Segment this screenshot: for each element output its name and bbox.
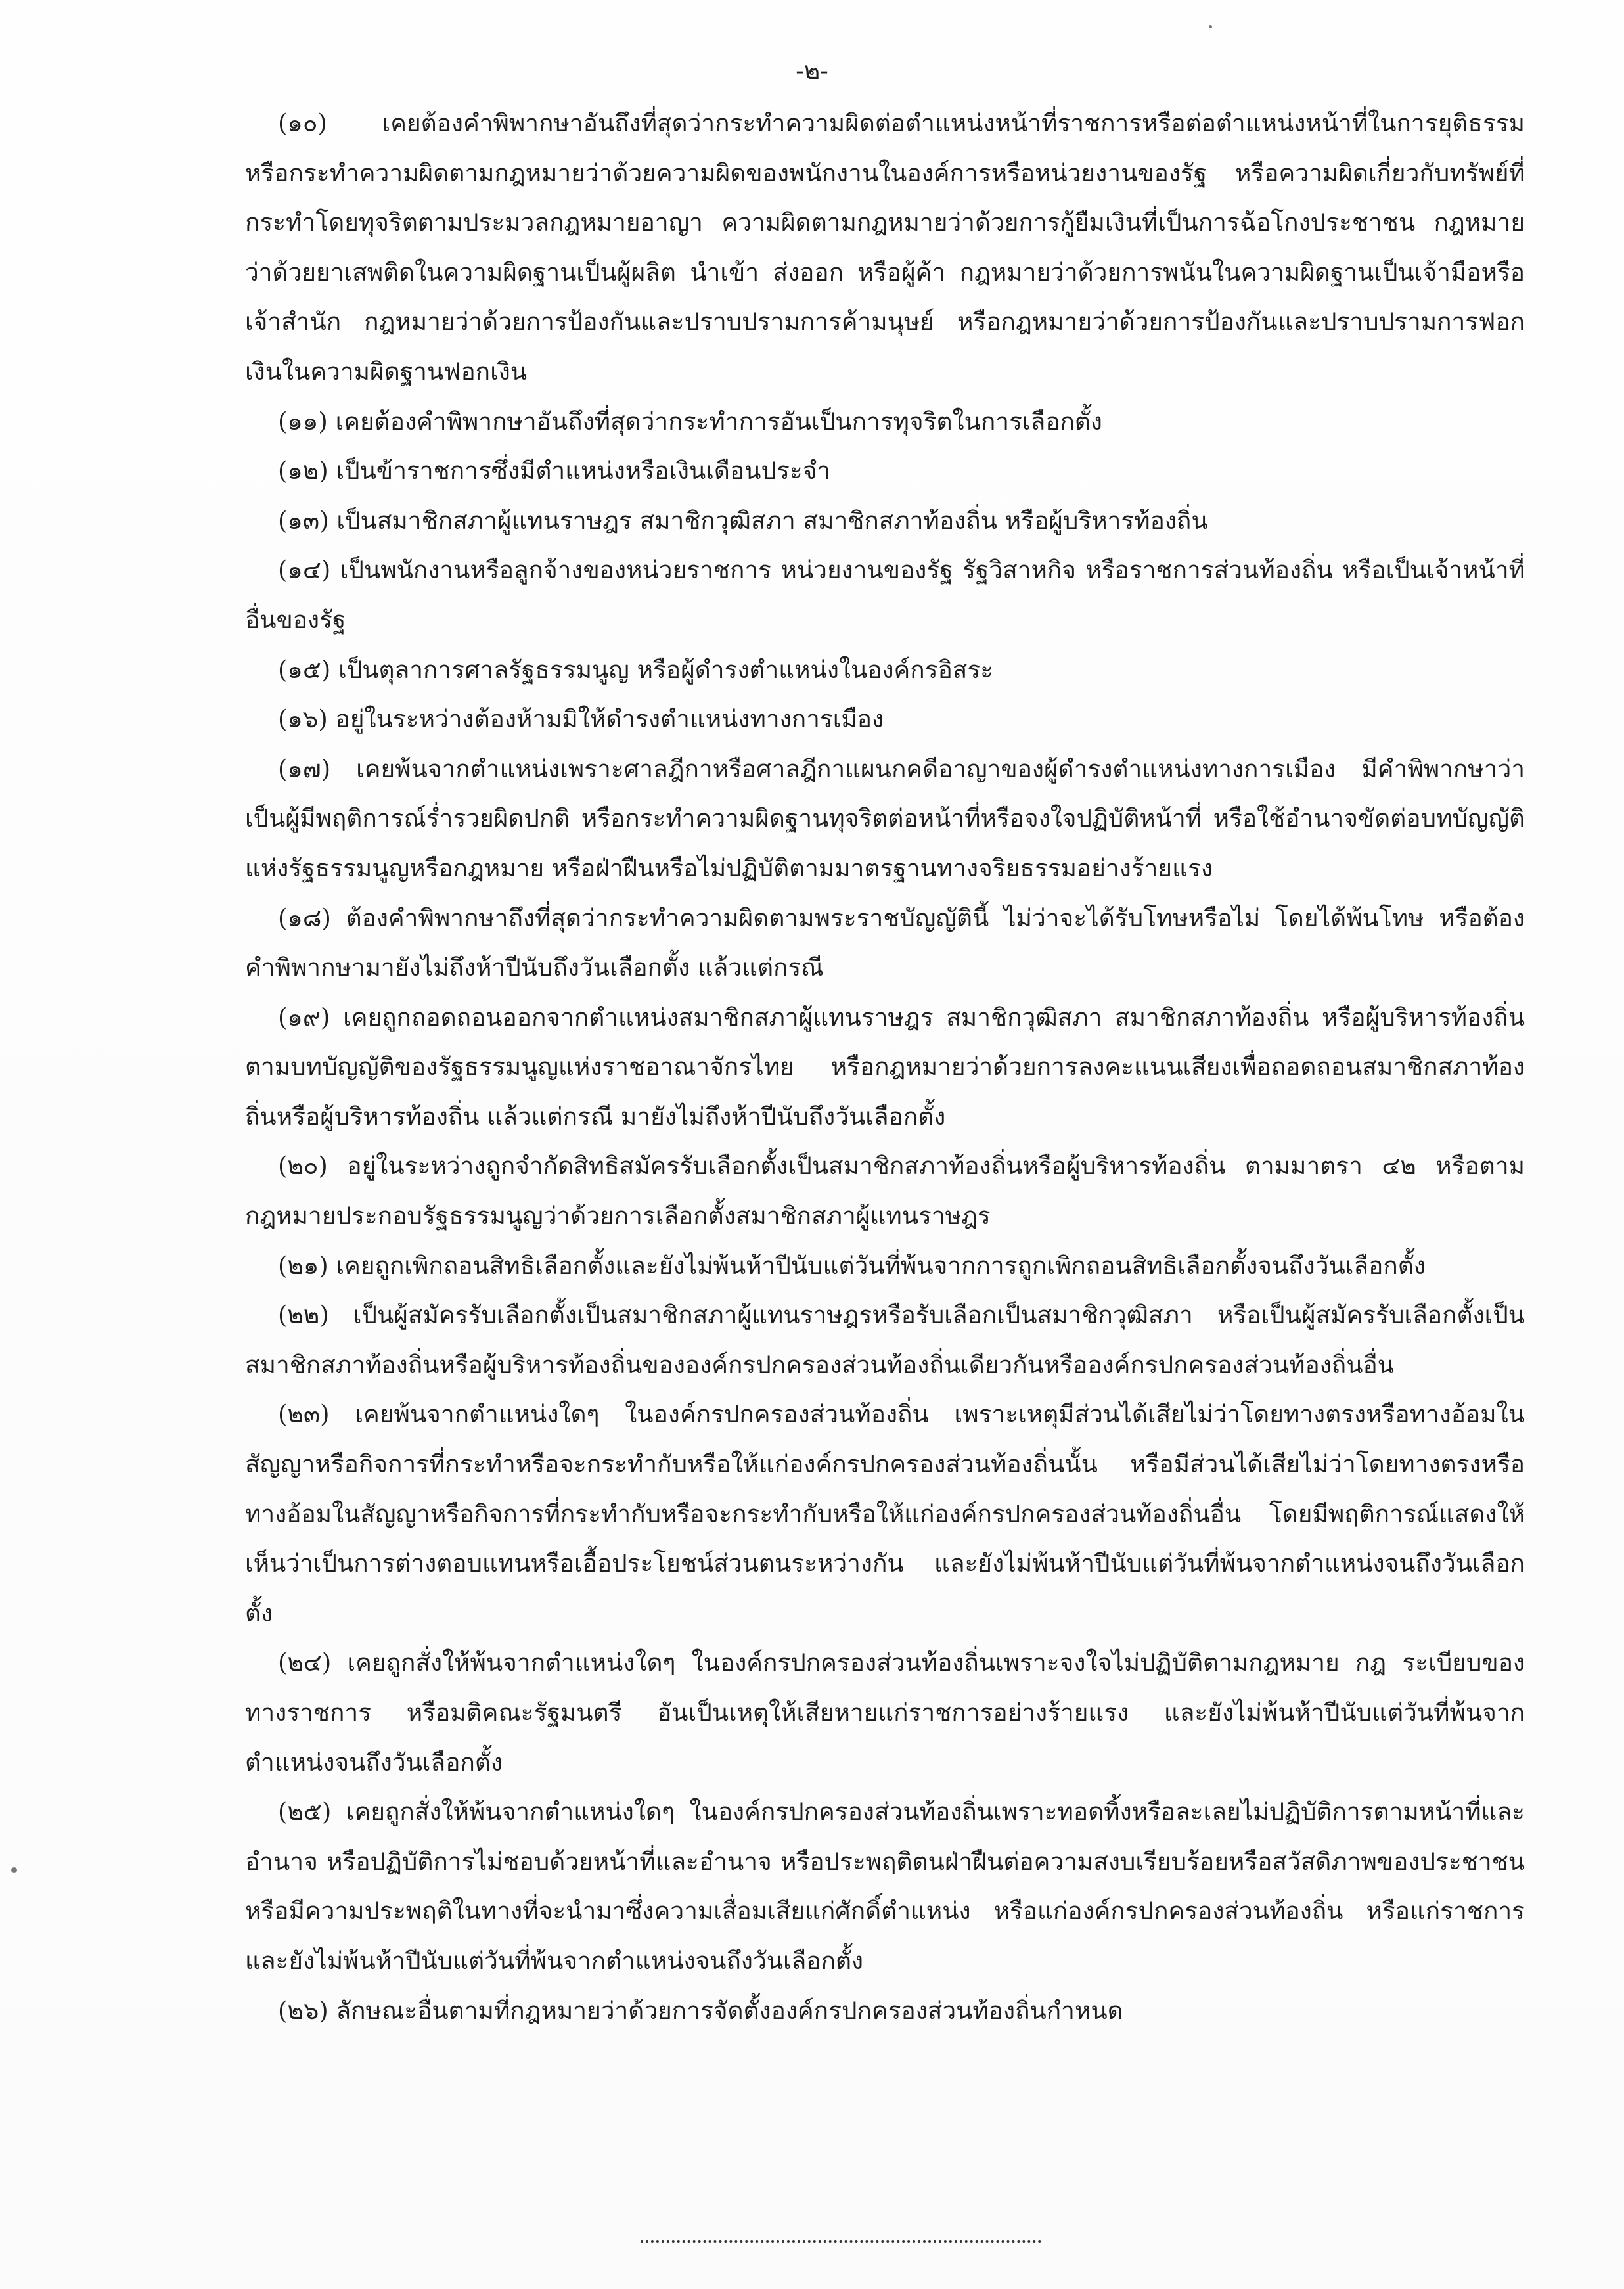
clause-16: (๑๖) อยู่ในระหว่างต้องห้ามมิให้ดำรงตำแหน่งทางการเมือง (278, 705, 884, 734)
clause-21: (๒๑) เคยถูกเพิกถอนสิทธิเลือกตั้งและยังไม่พ้นห้าปีนับแต่วันที่พ้นจากการถูกเพิกถอนสิทธิเลือกตั้งจนถึงวันเลือกตั้ง (278, 1251, 1426, 1280)
clause-13: (๑๓) เป็นสมาชิกสภาผู้แทนราษฎร สมาชิกวุฒิสภา สมาชิกสภาท้องถิ่น หรือผู้บริหารท้องถิ่น (278, 506, 1208, 535)
document-body (245, 99, 1525, 2035)
clause-22: (๒๒) เป็นผู้สมัครรับเลือกตั้งเป็นสมาชิกสภาผู้แทนราษฎรหรือรับเลือกเป็นสมาชิกวุฒิสภา หรือเป็นผู้สมัครรับเลือกตั้งเป็นสมาชิกสภาท้องถิ่นหรือผู้บริหารท้องถิ่นขององค์กรปกครองส่วนท้องถิ่นเดียวกันหรือองค์กรปกครองส่วนท้องถิ่นอื่น (245, 1301, 1525, 1379)
end-of-page-dotted-line (641, 2240, 1041, 2243)
clause-10: (๑๐) เคยต้องคำพิพากษาอันถึงที่สุดว่ากระทำความผิดต่อตำแหน่งหน้าที่ราชการหรือต่อตำแหน่งหน้าที่ในการยุติธรรม หรือกระทำความผิดตามกฎหมายว่าด้วยความผิดของพนักงานในองค์การหรือหน่วยงานของรัฐ หรือความผิดเกี่ยวกับทรัพย์ที่กระทำโดยทุจริตตามประมวลกฎหมายอาญา ความผิดตามกฎหมายว่าด้วยการกู้ยืมเงินที่เป็นการฉ้อโกงประชาชน กฎหมายว่าด้วยยาเสพติดในความผิดฐานเป็นผู้ผลิต นำเข้า ส่งออก หรือผู้ค้า กฎหมายว่าด้วยการพนันในความผิดฐานเป็นเจ้ามือหรือเจ้าสำนัก กฎหมายว่าด้วยการป้องกันและปราบปรามการค้ามนุษย์ หรือกฎหมายว่าด้วยการป้องกันและปราบปรามการฟอกเงินในความผิดฐานฟอกเงิน (245, 109, 1525, 386)
scan-speck (1209, 25, 1212, 28)
clause-12: (๑๒) เป็นข้าราชการซึ่งมีตำแหน่งหรือเงินเดือนประจำ (278, 457, 831, 486)
clause-24: (๒๔) เคยถูกสั่งให้พ้นจากตำแหน่งใดๆ ในองค์กรปกครองส่วนท้องถิ่นเพราะจงใจไม่ปฏิบัติตามกฎหมาย กฎ ระเบียบของทางราชการ หรือมติคณะรัฐมนตรี อันเป็นเหตุให้เสียหายแก่ราชการอย่างร้ายแรง และยังไม่พ้นห้าปีนับแต่วันที่พ้นจากตำแหน่งจนถึงวันเลือกตั้ง (245, 1648, 1525, 1777)
clause-15: (๑๕) เป็นตุลาการศาลรัฐธรรมนูญ หรือผู้ดำรงตำแหน่งในองค์กรอิสระ (278, 655, 994, 684)
clause-20: (๒๐) อยู่ในระหว่างถูกจำกัดสิทธิสมัครรับเลือกตั้งเป็นสมาชิกสภาท้องถิ่นหรือผู้บริหารท้องถิ่น ตามมาตรา ๔๒ หรือตามกฎหมายประกอบรัฐธรรมนูญว่าด้วยการเลือกตั้งสมาชิกสภาผู้แทนราษฎร (245, 1152, 1525, 1231)
clause-26: (๒๖) ลักษณะอื่นตามที่กฎหมายว่าด้วยการจัดตั้งองค์กรปกครองส่วนท้องถิ่นกำหนด (278, 1996, 1123, 2025)
clause-23: (๒๓) เคยพ้นจากตำแหน่งใดๆ ในองค์กรปกครองส่วนท้องถิ่น เพราะเหตุมีส่วนได้เสียไม่ว่าโดยทางตรงหรือทางอ้อมในสัญญาหรือกิจการที่กระทำหรือจะกระทำกับหรือให้แก่องค์กรปกครองส่วนท้องถิ่นนั้น หรือมีส่วนได้เสียไม่ว่าโดยทางตรงหรือทางอ้อมในสัญญาหรือกิจการที่กระทำกับหรือจะกระทำกับหรือให้แก่องค์กรปกครองส่วนท้องถิ่นอื่น โดยมีพฤติการณ์แสดงให้เห็นว่าเป็นการต่างตอบแทนหรือเอื้อประโยชน์ส่วนตนระหว่างกัน และยังไม่พ้นห้าปีนับแต่วันที่พ้นจากตำแหน่งจนถึงวันเลือกตั้ง (245, 1400, 1525, 1627)
clause-19: (๑๙) เคยถูกถอดถอนออกจากตำแหน่งสมาชิกสภาผู้แทนราษฎร สมาชิกวุฒิสภา สมาชิกสภาท้องถิ่น หรือผู้บริหารท้องถิ่น ตามบทบัญญัติของรัฐธรรมนูญแห่งราชอาณาจักรไทย หรือกฎหมายว่าด้วยการลงคะแนนเสียงเพื่อถอดถอนสมาชิกสภาท้องถิ่นหรือผู้บริหารท้องถิ่น แล้วแต่กรณี มายังไม่ถึงห้าปีนับถึงวันเลือกตั้ง (245, 1003, 1525, 1131)
clause-25: (๒๕) เคยถูกสั่งให้พ้นจากตำแหน่งใดๆ ในองค์กรปกครองส่วนท้องถิ่นเพราะทอดทิ้งหรือละเลยไม่ปฏิบัติการตามหน้าที่และอำนาจ หรือปฏิบัติการไม่ชอบด้วยหน้าที่และอำนาจ หรือประพฤติตนฝ่าฝืนต่อความสงบเรียบร้อยหรือสวัสดิภาพของประชาชน หรือมีความประพฤติในทางที่จะนำมาซึ่งความเสื่อมเสียแก่ศักดิ์ตำแหน่ง หรือแก่องค์กรปกครองส่วนท้องถิ่น หรือแก่ราชการ และยังไม่พ้นห้าปีนับแต่วันที่พ้นจากตำแหน่งจนถึงวันเลือกตั้ง (245, 1798, 1525, 1975)
page-number: -๒- (796, 57, 828, 85)
scan-speck (11, 1867, 17, 1873)
clause-11: (๑๑) เคยต้องคำพิพากษาอันถึงที่สุดว่ากระทำการอันเป็นการทุจริตในการเลือกตั้ง (278, 407, 1102, 436)
clause-18: (๑๘) ต้องคำพิพากษาถึงที่สุดว่ากระทำความผิดตามพระราชบัญญัตินี้ ไม่ว่าจะได้รับโทษหรือไม่ โดยได้พ้นโทษ หรือต้องคำพิพากษามายังไม่ถึงห้าปีนับถึงวันเลือกตั้ง แล้วแต่กรณี (245, 903, 1525, 982)
clause-17: (๑๗) เคยพ้นจากตำแหน่งเพราะศาลฎีกาหรือศาลฎีกาแผนกคดีอาญาของผู้ดำรงตำแหน่งทางการเมือง มีคำพิพากษาว่าเป็นผู้มีพฤติการณ์ร่ำรวยผิดปกติ หรือกระทำความผิดฐานทุจริตต่อหน้าที่หรือจงใจปฏิบัติหน้าที่ หรือใช้อำนาจขัดต่อบทบัญญัติแห่งรัฐธรรมนูญหรือกฎหมาย หรือฝ่าฝืนหรือไม่ปฏิบัติตามมาตรฐานทางจริยธรรมอย่างร้ายแรง (245, 754, 1525, 882)
clause-14: (๑๔) เป็นพนักงานหรือลูกจ้างของหน่วยราชการ หน่วยงานของรัฐ รัฐวิสาหกิจ หรือราชการส่วนท้องถิ่น หรือเป็นเจ้าหน้าที่อื่นของรัฐ (245, 556, 1525, 634)
